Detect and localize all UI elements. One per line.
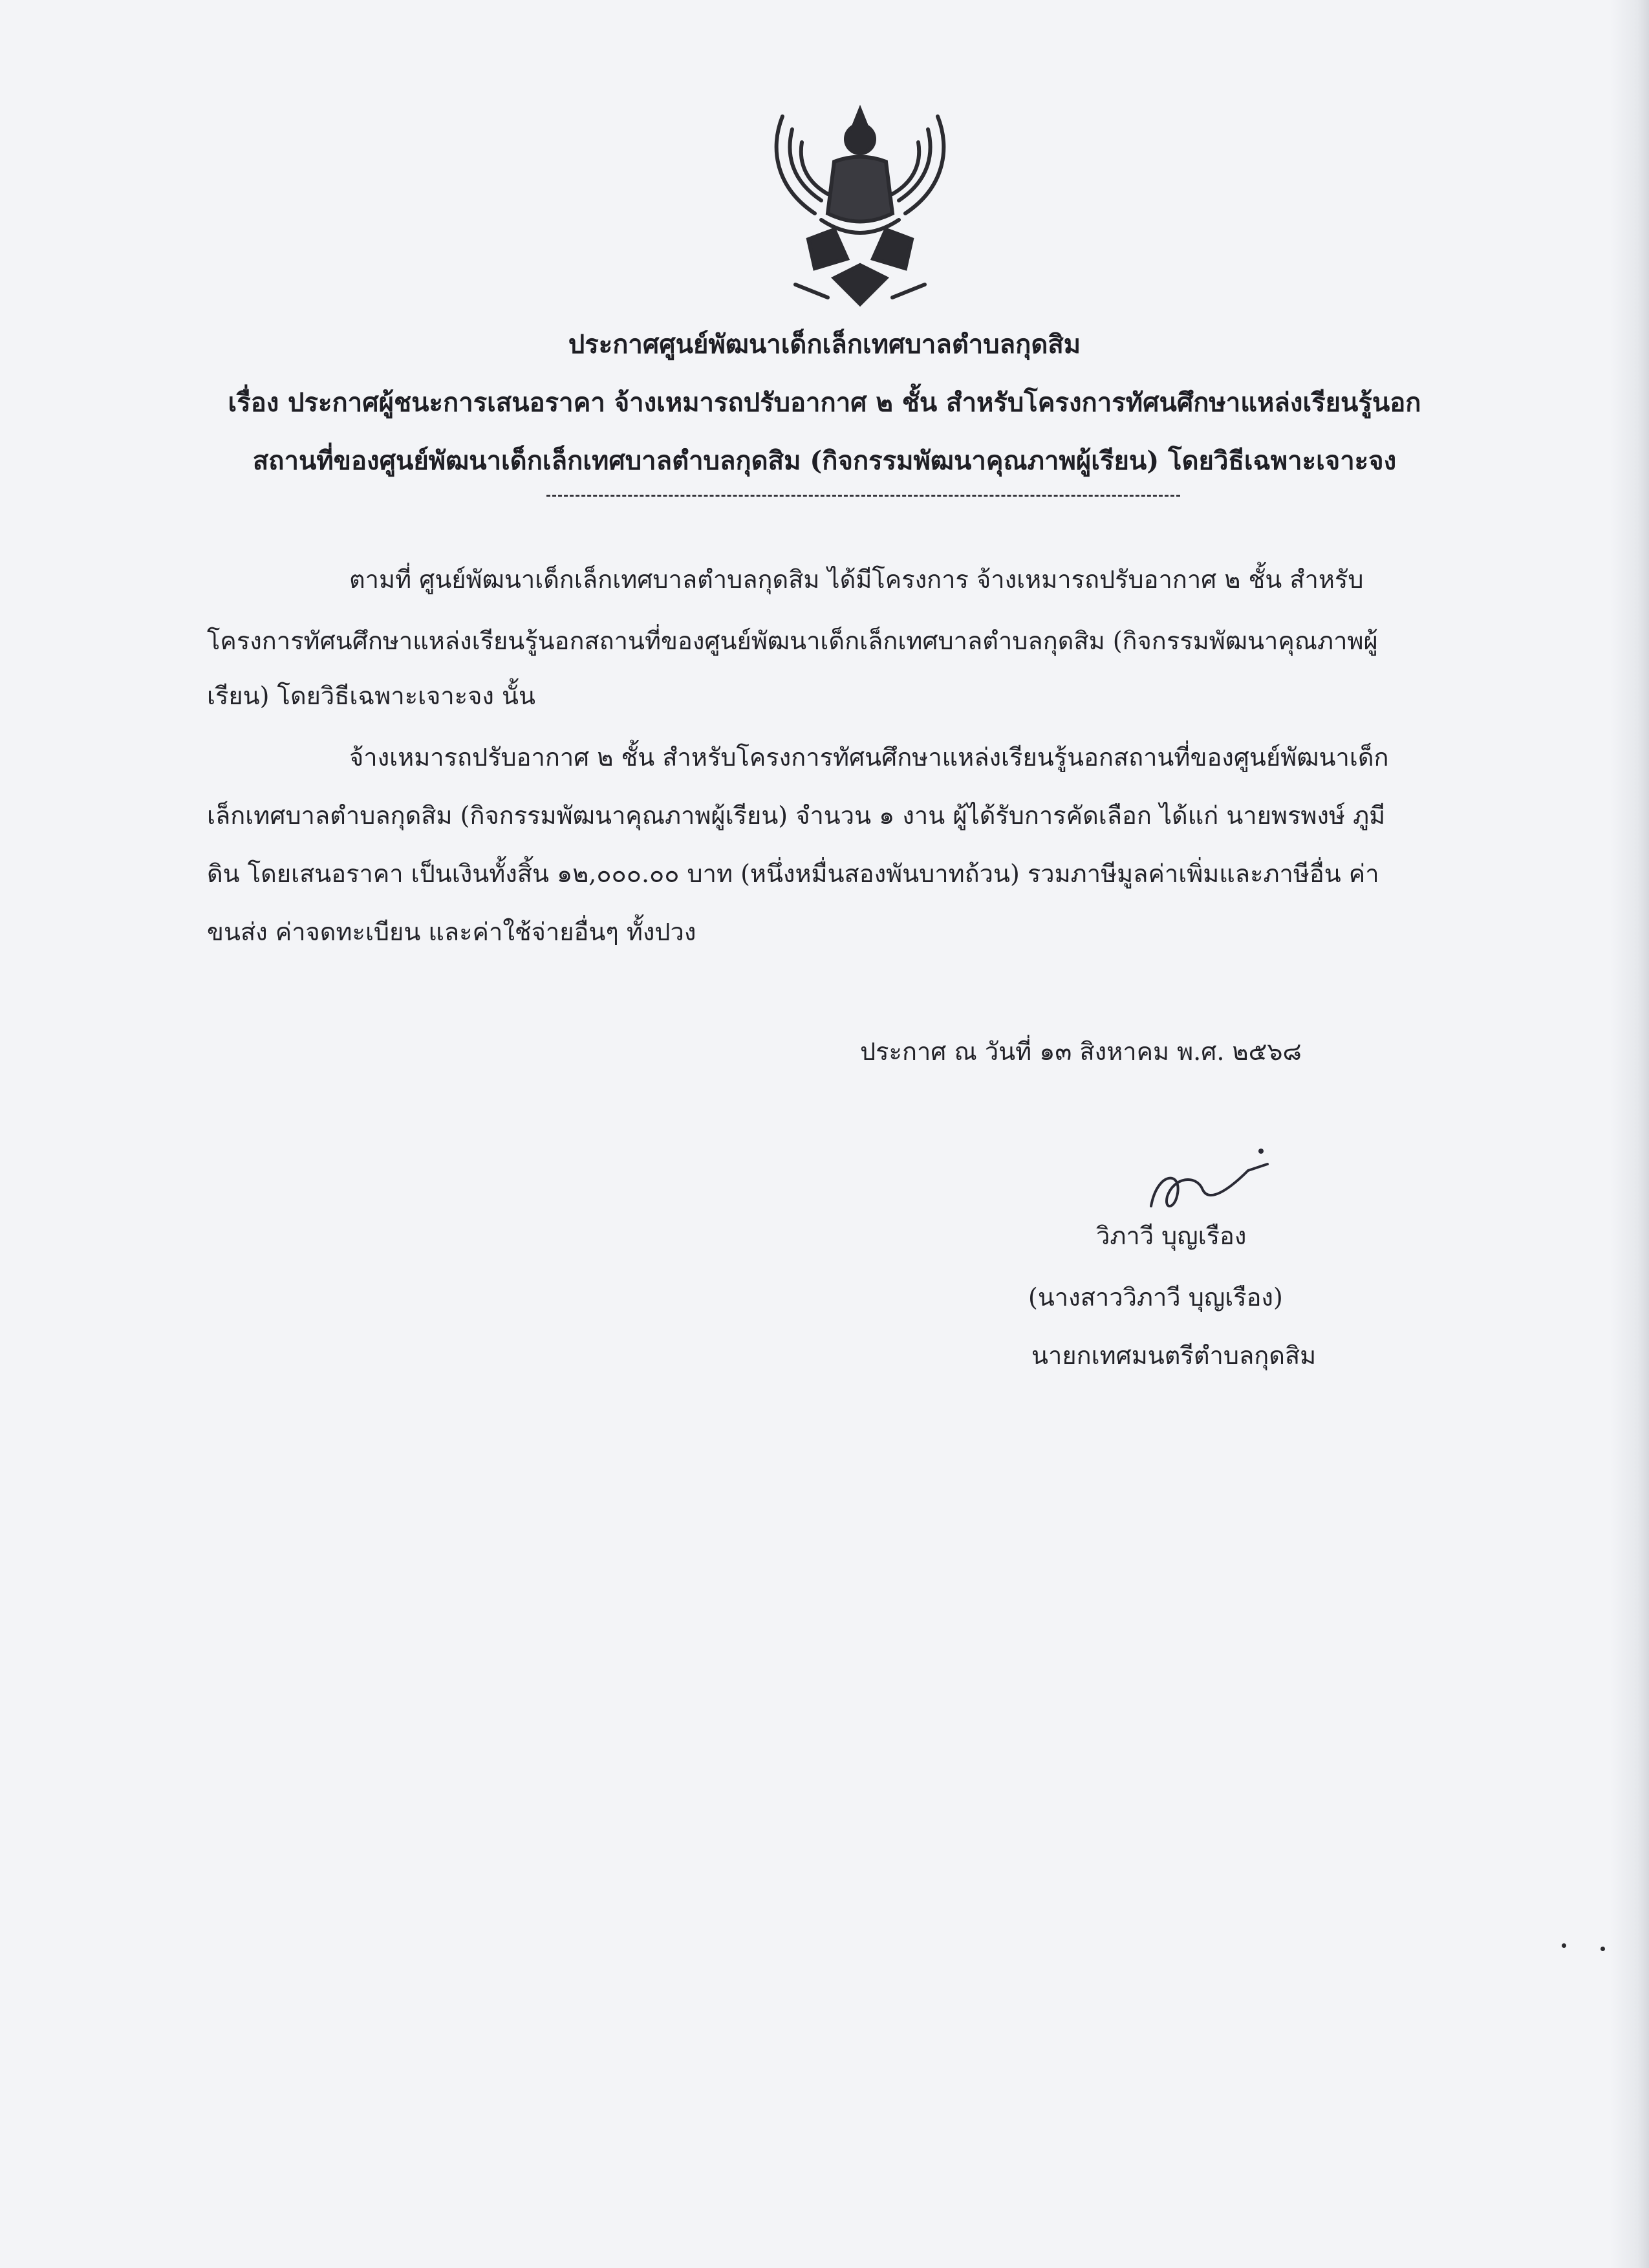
paragraph-2-line-1: จ้างเหมารถปรับอากาศ ๒ ชั้น สำหรับโครงการทัศนศึกษาแหล่งเรียนรู้นอกสถานที่ของศูนย์พัฒนาเด็ก [349,743,1389,772]
paragraph-1-line-1: ตามที่ ศูนย์พัฒนาเด็กเล็กเทศบาลตำบลกุดสิม ได้มีโครงการ จ้างเหมารถปรับอากาศ ๒ ชั้น สำหรับ [349,565,1364,594]
signatory-full-name: (นางสาววิภาวี บุญเรือง) [1028,1283,1283,1312]
announcement-date: ประกาศ ณ วันที่ ๑๓ สิงหาคม พ.ศ. ๒๕๖๘ [860,1037,1302,1066]
paragraph-2-line-4: ขนส่ง ค่าจดทะเบียน และค่าใช้จ่ายอื่นๆ ทั้งปวง [207,918,696,946]
paragraph-1-line-3: เรียน) โดยวิธีเฉพาะเจาะจง นั้น [207,682,535,710]
paragraph-2-line-2: เล็กเทศบาลตำบลกุดสิม (กิจกรรมพัฒนาคุณภาพผู้เรียน) จำนวน ๑ งาน ผู้ได้รับการคัดเลือก ได้แก่ นายพรพงษ์ ภูมี [207,801,1386,830]
handwritten-signature-icon [1138,1145,1280,1222]
document-title: ประกาศศูนย์พัฒนาเด็กเล็กเทศบาลตำบลกุดสิม [568,329,1081,360]
subject-line-1: เรื่อง ประกาศผู้ชนะการเสนอราคา จ้างเหมารถปรับอากาศ ๒ ชั้น สำหรับโครงการทัศนศึกษาแหล่งเรียนรู้นอก [228,387,1421,418]
signature-name: วิภาวี บุญเรือง [1096,1222,1247,1250]
scan-speck [1600,1947,1605,1951]
subject-line-2: สถานที่ของศูนย์พัฒนาเด็กเล็กเทศบาลตำบลกุดสิม (กิจกรรมพัฒนาคุณภาพผู้เรียน) โดยวิธีเฉพาะเจาะจง [252,446,1397,476]
signatory-position: นายกเทศมนตรีตำบลกุดสิม [1031,1341,1317,1370]
garuda-emblem-icon [757,91,964,323]
paragraph-2-line-3: ดิน โดยเสนอราคา เป็นเงินทั้งสิ้น ๑๒,๐๐๐.๐๐ บาท (หนึ่งหมื่นสองพันบาทถ้วน) รวมภาษีมูลค่าเพิ่มและภาษีอื่น ค่า [207,859,1379,888]
scan-speck [1562,1943,1566,1948]
paragraph-1-line-2: โครงการทัศนศึกษาแหล่งเรียนรู้นอกสถานที่ของศูนย์พัฒนาเด็กเล็กเทศบาลตำบลกุดสิม (กิจกรรมพัฒนาคุณภาพผู้ [207,627,1378,655]
header-divider [546,495,1180,497]
